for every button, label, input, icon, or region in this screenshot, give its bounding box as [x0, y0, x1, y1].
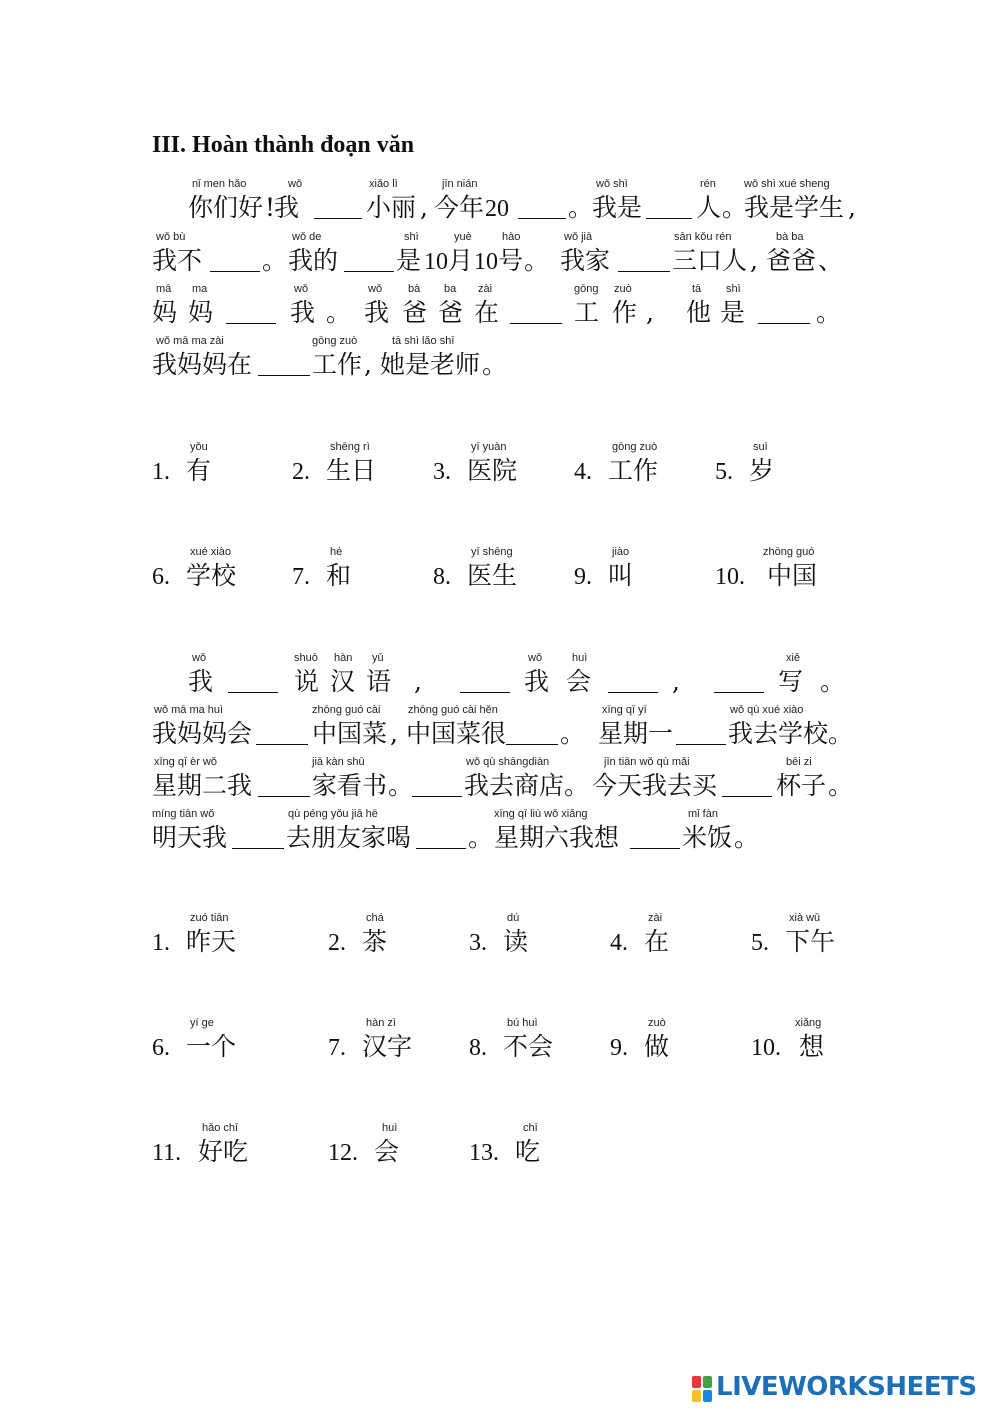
- pinyin: shì: [726, 283, 741, 295]
- option-number: 7.: [292, 564, 310, 590]
- punctuation: 。: [482, 350, 508, 379]
- hanzi: 一个: [186, 1032, 237, 1061]
- option-number: 12.: [328, 1140, 358, 1166]
- number: 10: [424, 249, 448, 275]
- punctuation: 。: [564, 771, 590, 800]
- answer-blank[interactable]: [518, 202, 566, 219]
- punctuation: 。: [734, 823, 760, 852]
- hanzi: 语: [366, 667, 392, 696]
- hanzi: 作: [612, 298, 638, 327]
- pinyin: hào: [502, 231, 521, 243]
- passage2-line2: [152, 704, 892, 754]
- option-number: 3.: [433, 459, 451, 485]
- pinyin: jiā kàn shū: [312, 756, 365, 768]
- hanzi: 是: [396, 246, 422, 275]
- punctuation: ,: [672, 667, 680, 696]
- pinyin: zuò: [614, 283, 632, 295]
- answer-blank[interactable]: [258, 359, 310, 376]
- punctuation: 。: [722, 193, 748, 222]
- answer-blank[interactable]: [608, 676, 658, 693]
- option-number: 11.: [152, 1140, 182, 1166]
- pinyin: xiǎo lì: [369, 178, 398, 190]
- pinyin: huì: [572, 652, 588, 664]
- pinyin: wǒ bù: [156, 231, 186, 243]
- option-number: 10.: [751, 1035, 781, 1061]
- pinyin: jīn tiān wǒ qù mǎi: [604, 756, 690, 768]
- logo-text: LIVEWORKSHEETS: [716, 1372, 977, 1402]
- hanzi: 今年: [434, 193, 485, 222]
- option-number: 4.: [610, 930, 628, 956]
- pinyin: wǒ: [368, 283, 383, 295]
- pinyin: hǎo chī: [202, 1122, 239, 1134]
- hanzi: 会: [374, 1137, 400, 1166]
- hanzi: 叫: [608, 561, 634, 590]
- punctuation: 。: [568, 193, 594, 222]
- option-number: 5.: [715, 459, 733, 485]
- punctuation: ,: [848, 193, 856, 222]
- hanzi: 我: [290, 298, 316, 327]
- hanzi: 人: [696, 193, 722, 222]
- punctuation: 、: [818, 246, 844, 275]
- punctuation: 。: [820, 667, 846, 696]
- hanzi: 她是老师: [380, 350, 481, 379]
- hanzi: 他: [686, 298, 712, 327]
- pinyin: xué xiào: [190, 546, 231, 558]
- answer-blank[interactable]: [226, 307, 276, 324]
- pinyin: gōng: [574, 283, 599, 295]
- hanzi: 中国菜: [312, 719, 388, 748]
- hanzi: 月: [448, 246, 474, 275]
- pinyin: zuò: [648, 1017, 666, 1029]
- pinyin: dú: [507, 912, 520, 924]
- option-number: 8.: [469, 1035, 487, 1061]
- pinyin: wǒ qù xué xiào: [730, 704, 804, 716]
- pinyin: sān kǒu rén: [674, 231, 732, 243]
- punctuation: ,: [750, 246, 758, 275]
- answer-blank[interactable]: [256, 728, 308, 745]
- hanzi: 我: [364, 298, 390, 327]
- punctuation: 。: [262, 246, 288, 275]
- hanzi: 妈: [188, 298, 214, 327]
- pinyin: wǒ qù shāngdiàn: [466, 756, 550, 768]
- pinyin: zài: [478, 283, 493, 295]
- hanzi: 我: [274, 193, 300, 222]
- pinyin: qù péng yǒu jiā hē: [288, 808, 378, 820]
- hanzi: 我去学校: [728, 719, 829, 748]
- pinyin: gōng zuò: [312, 335, 358, 347]
- hanzi: 我的: [288, 246, 339, 275]
- hanzi: 说: [294, 667, 320, 696]
- hanzi: 和: [326, 561, 352, 590]
- pinyin: gōng zuò: [612, 441, 658, 453]
- punctuation: 。: [468, 823, 494, 852]
- hanzi: 我是: [592, 193, 643, 222]
- pinyin: hàn zì: [366, 1017, 396, 1029]
- hanzi: 好吃: [198, 1137, 249, 1166]
- punctuation: 。: [388, 771, 414, 800]
- pinyin: rén: [700, 178, 716, 190]
- answer-blank[interactable]: [646, 202, 692, 219]
- punctuation: ,: [646, 298, 654, 327]
- pinyin: mā: [156, 283, 172, 295]
- liveworksheets-logo[interactable]: [692, 1372, 992, 1408]
- hanzi: 我不: [152, 246, 203, 275]
- pinyin: tā shì lǎo shī: [392, 335, 455, 347]
- hanzi: 三口人: [672, 246, 748, 275]
- option-number: 1.: [152, 459, 170, 485]
- pinyin: wǒ jiā: [564, 231, 593, 243]
- answer-blank[interactable]: [228, 676, 278, 693]
- option-number: 6.: [152, 1035, 170, 1061]
- passage1-line1: [152, 178, 892, 228]
- pinyin: xīng qī liù wǒ xiǎng: [494, 808, 588, 820]
- hanzi: 想: [799, 1032, 825, 1061]
- punctuation: 。: [828, 771, 854, 800]
- pinyin: wǒ: [528, 652, 543, 664]
- punctuation: ,: [364, 350, 372, 379]
- punctuation: ,: [390, 719, 398, 748]
- punctuation: ,: [420, 193, 428, 222]
- pinyin: shuō: [294, 652, 318, 664]
- punctuation: ,: [414, 667, 422, 696]
- pinyin: tā: [692, 283, 702, 295]
- pinyin: wǒ: [288, 178, 303, 190]
- hanzi: 学校: [186, 561, 237, 590]
- pinyin: chá: [366, 912, 384, 924]
- hanzi: 去朋友家喝: [286, 823, 412, 852]
- option-number: 7.: [328, 1035, 346, 1061]
- section-title: III. Hoàn thành đoạn văn: [152, 132, 415, 158]
- passage1-line2: [152, 231, 892, 281]
- pinyin: hàn: [334, 652, 353, 664]
- pinyin: zhōng guó: [763, 546, 815, 558]
- answer-blank[interactable]: [460, 676, 510, 693]
- passage2-line1: [152, 652, 892, 702]
- pinyin: xīng qī yī: [602, 704, 647, 716]
- hanzi: 昨天: [186, 927, 237, 956]
- pinyin: shì: [404, 231, 419, 243]
- hanzi: 在: [474, 298, 500, 327]
- option-number: 2.: [328, 930, 346, 956]
- pinyin: xiǎng: [795, 1017, 822, 1029]
- pinyin: wǒ shì xué sheng: [744, 178, 830, 190]
- hanzi: 小丽: [366, 193, 417, 222]
- pinyin: bú huì: [507, 1017, 538, 1029]
- pinyin: wǒ shì: [596, 178, 628, 190]
- pinyin: wǒ: [294, 283, 309, 295]
- hanzi: 我: [524, 667, 550, 696]
- hanzi: 米饭: [682, 823, 733, 852]
- answer-blank[interactable]: [722, 780, 772, 797]
- hanzi: 工作: [312, 350, 363, 379]
- pinyin: wǒ de: [292, 231, 322, 243]
- answer-blank[interactable]: [314, 202, 362, 219]
- hanzi: 中国菜很: [406, 719, 507, 748]
- pinyin: zuó tiān: [190, 912, 229, 924]
- answer-blank[interactable]: [630, 832, 680, 849]
- logo-mark-icon: [692, 1376, 714, 1404]
- option-number: 2.: [292, 459, 310, 485]
- answer-blank[interactable]: [506, 728, 558, 745]
- punctuation: 。: [560, 719, 586, 748]
- pinyin: bà: [408, 283, 421, 295]
- hanzi: 会: [566, 667, 592, 696]
- hanzi: 写: [778, 667, 804, 696]
- hanzi: 下午: [785, 927, 836, 956]
- hanzi: 中国: [767, 561, 818, 590]
- punctuation: 。: [828, 719, 854, 748]
- number: 20: [485, 196, 509, 222]
- hanzi: 我: [188, 667, 214, 696]
- pinyin: huì: [382, 1122, 398, 1134]
- hanzi: 工: [574, 298, 600, 327]
- passage1-line3: [152, 283, 892, 333]
- pinyin: zài: [648, 912, 663, 924]
- pinyin: yī shēng: [471, 546, 513, 558]
- answer-blank[interactable]: [210, 255, 260, 272]
- option-number: 9.: [574, 564, 592, 590]
- hanzi: 星期六我想: [494, 823, 620, 852]
- hanzi: 医院: [467, 456, 518, 485]
- hanzi: 汉字: [362, 1032, 413, 1061]
- answer-blank[interactable]: [758, 307, 810, 324]
- pinyin: yǔ: [372, 652, 384, 664]
- answer-blank[interactable]: [676, 728, 726, 745]
- answer-blank[interactable]: [714, 676, 764, 693]
- pinyin: xiě: [786, 652, 801, 664]
- pinyin: yǒu: [190, 441, 208, 453]
- option-number: 5.: [751, 930, 769, 956]
- option-number: 9.: [610, 1035, 628, 1061]
- hanzi: 是: [720, 298, 746, 327]
- hanzi: 有: [186, 456, 212, 485]
- answer-blank[interactable]: [618, 255, 670, 272]
- hanzi: 我妈妈会: [152, 719, 253, 748]
- option-number: 13.: [469, 1140, 499, 1166]
- hanzi: 汉: [330, 667, 356, 696]
- pinyin: wǒ mā ma zài: [156, 335, 224, 347]
- answer-blank[interactable]: [258, 780, 310, 797]
- hanzi: 我是学生: [744, 193, 845, 222]
- hanzi: 工作: [608, 456, 659, 485]
- punctuation: 。: [326, 298, 352, 327]
- option-number: 3.: [469, 930, 487, 956]
- pinyin: chī: [523, 1122, 538, 1134]
- option-number: 10.: [715, 564, 745, 590]
- pinyin: yí ge: [190, 1017, 214, 1029]
- hanzi: 杯子: [776, 771, 827, 800]
- option-number: 6.: [152, 564, 170, 590]
- hanzi: 爸: [438, 298, 464, 327]
- answer-blank[interactable]: [416, 832, 466, 849]
- hanzi: 茶: [362, 927, 388, 956]
- hanzi: 生日: [326, 456, 377, 485]
- hanzi: 妈: [152, 298, 178, 327]
- hanzi: 星期二我: [152, 771, 253, 800]
- pinyin: yuè: [454, 231, 472, 243]
- pinyin: wǒ mā ma huì: [154, 704, 224, 716]
- punctuation: !: [265, 193, 276, 222]
- answer-blank[interactable]: [412, 780, 462, 797]
- pinyin: bēi zi: [786, 756, 812, 768]
- answer-blank[interactable]: [232, 832, 284, 849]
- passage2-line3: [152, 756, 892, 806]
- passage1-line4: [152, 335, 892, 385]
- option-number: 4.: [574, 459, 592, 485]
- pinyin: hé: [330, 546, 343, 558]
- pinyin: ma: [192, 283, 208, 295]
- pinyin: jīn nián: [442, 178, 478, 190]
- option-number: 8.: [433, 564, 451, 590]
- hanzi: 医生: [467, 561, 518, 590]
- pinyin: ba: [444, 283, 457, 295]
- hanzi: 不会: [503, 1032, 554, 1061]
- hanzi: 吃: [515, 1137, 541, 1166]
- hanzi: 我妈妈在: [152, 350, 253, 379]
- number: 10: [474, 249, 498, 275]
- pinyin: suì: [753, 441, 768, 453]
- hanzi: 在: [644, 927, 670, 956]
- hanzi: 星期一: [598, 719, 674, 748]
- pinyin: zhōng guó cài: [312, 704, 381, 716]
- hanzi: 今天我去买: [592, 771, 718, 800]
- pinyin: míng tiān wǒ: [152, 808, 215, 820]
- hanzi: 做: [644, 1032, 670, 1061]
- hanzi: 我家: [560, 246, 611, 275]
- pinyin: jiào: [612, 546, 630, 558]
- passage2-line4: [152, 808, 892, 858]
- hanzi: 爸爸: [766, 246, 817, 275]
- hanzi: 爸: [402, 298, 428, 327]
- punctuation: 。: [816, 298, 842, 327]
- hanzi: 号: [498, 246, 524, 275]
- hanzi: 岁: [749, 456, 775, 485]
- answer-blank[interactable]: [344, 255, 394, 272]
- answer-blank[interactable]: [510, 307, 562, 324]
- punctuation: 。: [524, 246, 550, 275]
- pinyin: yī yuàn: [471, 441, 507, 453]
- pinyin: zhōng guó cài hěn: [408, 704, 498, 716]
- pinyin: xià wǔ: [789, 912, 821, 924]
- hanzi: 我去商店: [464, 771, 565, 800]
- hanzi: 家看书: [312, 771, 388, 800]
- pinyin: wǒ: [192, 652, 207, 664]
- pinyin: xīng qī èr wǒ: [154, 756, 217, 768]
- pinyin: mǐ fàn: [688, 808, 718, 820]
- pinyin: shēng rì: [330, 441, 370, 453]
- hanzi: 你们好: [188, 193, 264, 222]
- hanzi: 明天我: [152, 823, 228, 852]
- pinyin: bà ba: [776, 231, 804, 243]
- pinyin: nǐ men hǎo: [192, 178, 247, 190]
- hanzi: 读: [503, 927, 529, 956]
- option-number: 1.: [152, 930, 170, 956]
